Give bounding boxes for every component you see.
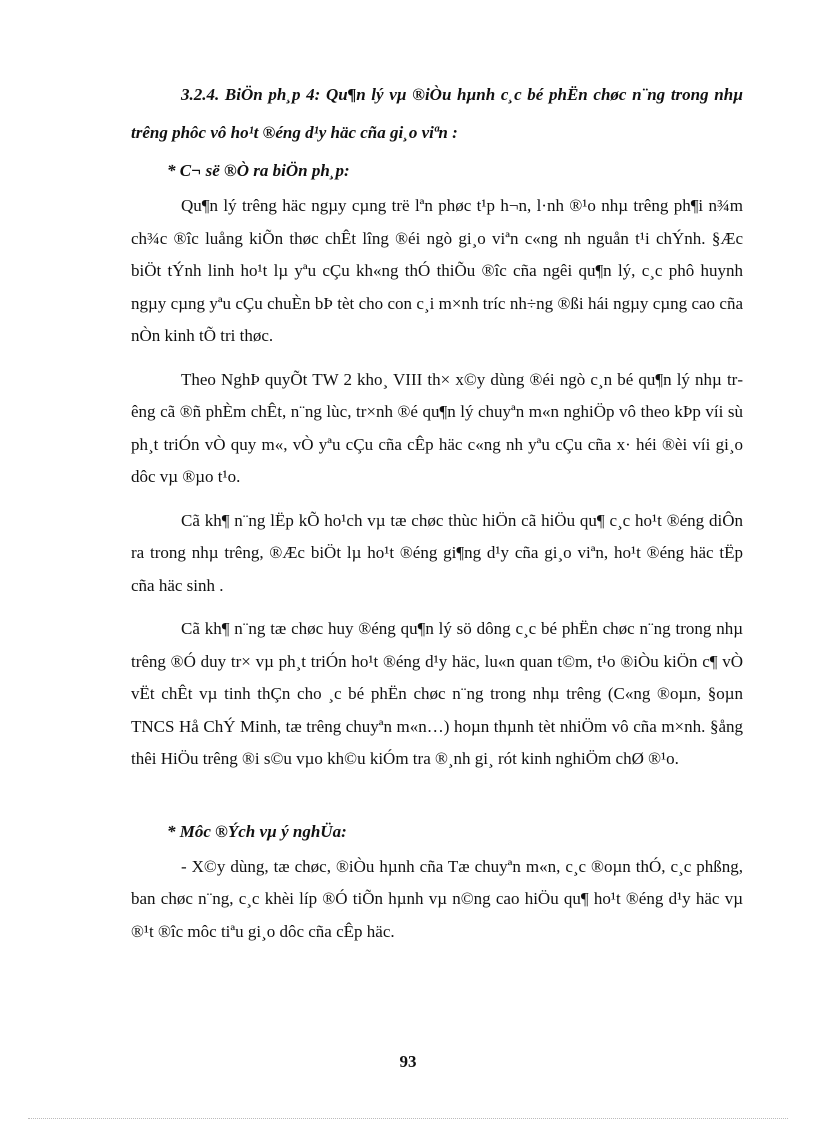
purpose-paragraph-1: - X©y dùng, tæ chøc, ®iÒu hµnh cña Tæ chuyªn m«n, c¸c ®oµn thÓ, c¸c phßng, ban chøc n¨ng, c¸c khèi líp ®Ó tiÕn hµnh vµ n©ng cao hiÖu qu¶ ho¹t ®éng d¹y häc vµ ®¹t ®îc môc tiªu gi¸o dôc cña cÊp häc. — [131, 856, 743, 941]
paragraph-2: Theo NghÞ quyÕt TW 2 kho¸ VIII th× x©y dùng ®éi ngò c¸n bé qu¶n lý nhµ trêng cã ®ñ phÈm chÊt, n¨ng lùc, tr×nh ®é qu¶n lý chuyªn m«n nghiÖp vô theo kÞp víi sù ph¸t triÓn vÒ quy m«, vÒ yªu cÇu cña cÊp häc c«ng nh yªu cÇu cña x· héi ®èi víi gi¸o dôc vµ ®µo t¹o. — [131, 369, 743, 486]
bottom-divider — [28, 1118, 788, 1119]
paragraph-1: Qu¶n lý trêng häc ngµy cµng trë lªn phøc t¹p h¬n, l·nh ®¹o nhµ trêng ph¶i n¾m ch¾c ®îc luång kiÕn thøc chÊt lîng ®éi ngò gi¸o viªn c«ng nh nguån t¹i chÝnh. §Æc biÖt tÝnh linh ho¹t lµ yªu cÇu kh«ng thÓ thiÕu ®îc cña ngêi qu¶n lý, c¸c phô huynh ngµy cµng yªu cÇu chuÈn bÞ tèt cho con c¸i m×nh tríc nh÷ng ®ßi hái ngµy cµng cao cña nÒn kinh tÕ tri thøc. — [131, 196, 743, 345]
paragraph-4: Cã kh¶ n¨ng tæ chøc huy ®éng qu¶n lý sö dông c¸c bé phËn chøc n¨ng trong nhµ trêng ®Ó duy tr× vµ ph¸t triÓn ho¹t ®éng d¹y häc, lu«n quan t©m, t¹o ®iÒu kiÖn c¶ vÒ vËt chÊt vµ tinh thÇn cho ¸c bé phËn chøc n¨ng trong nhµ trêng (C«ng ®oµn, §oµn TNCS Hå ChÝ Minh, tæ trêng chuyªn m«n…) hoµn thµnh tèt nhiÖm vô cña m×nh. §ång thêi HiÖu trêng ®i s©u vµo kh©u kiÓm tra ®¸nh gi¸ rót kinh nghiÖm chØ ®¹o. — [131, 619, 743, 768]
paragraph-3: Cã kh¶ n¨ng lËp kÕ ho¹ch vµ tæ chøc thùc hiÖn cã hiÖu qu¶ c¸c ho¹t ®éng diÔn ra trong nhµ trêng, ®Æc biÖt lµ ho¹t ®éng gi¶ng d¹y cña gi¸o viªn, ho¹t ®éng häc tËp cña häc sinh . — [131, 510, 743, 595]
basis-heading: * C¬ së ®Ò ra biÖn ph¸p: — [167, 161, 350, 180]
page-content — [131, 76, 743, 959]
section-gap — [131, 787, 743, 813]
purpose-heading: * Môc ®Ých vµ ý nghÜa: — [167, 821, 347, 841]
page-number: 93 — [399, 1052, 417, 1071]
section-heading: 3.2.4. BiÖn ph¸p 4: Qu¶n lý vµ ®iÒu hµnh c¸c bé phËn chøc n¨ng trong nhµ trêng phôc vô ho¹t ®éng d¹y häc cña gi¸o viªn : — [131, 85, 743, 142]
